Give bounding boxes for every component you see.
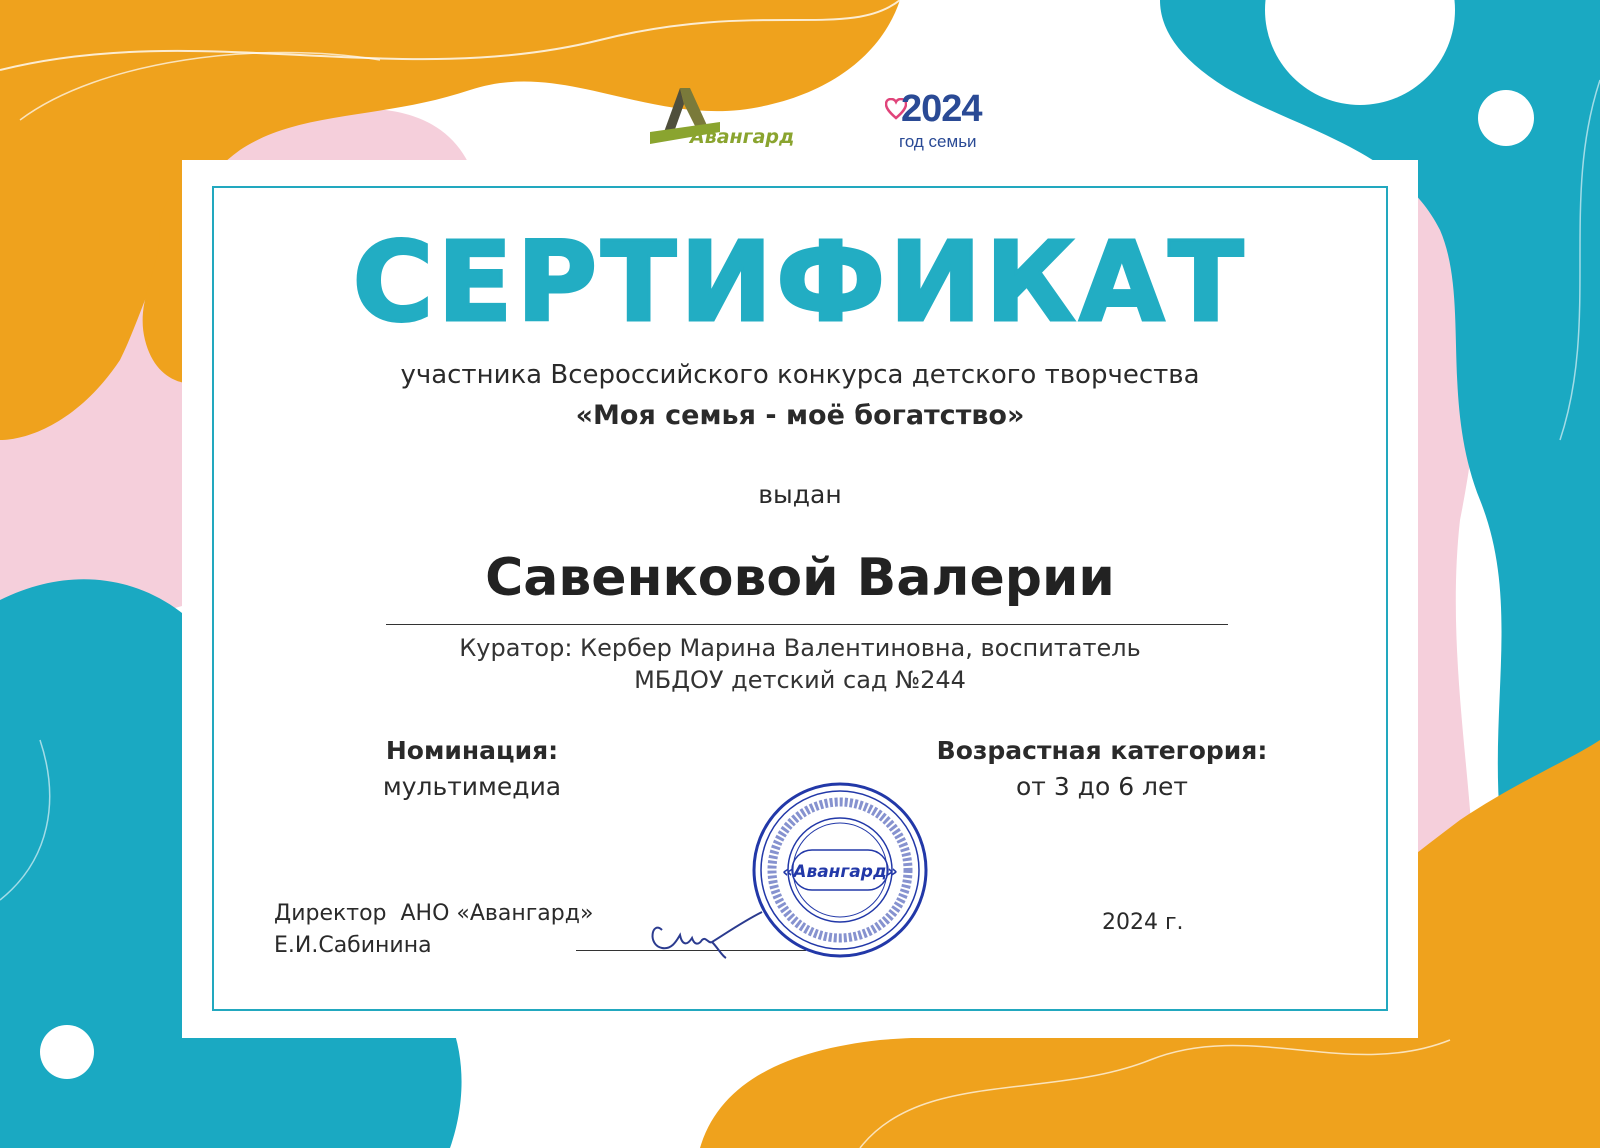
certificate-card — [182, 160, 1418, 1038]
curator-line-1: Куратор: Кербер Марина Валентиновна, воспитатель — [459, 634, 1141, 662]
nomination-label: Номинация: — [385, 736, 559, 765]
recipient-underline — [386, 624, 1228, 625]
logos-row — [0, 80, 1600, 160]
contest-name: «Моя семья - моё богатство» — [575, 400, 1025, 431]
certificate-subtitle: участника Всероссийского конкурса детского творчества — [400, 360, 1200, 390]
certificate-year: 2024 г. — [1102, 910, 1184, 935]
year-of-family-logo — [885, 88, 995, 158]
age-category-label: Возрастная категория: — [936, 736, 1268, 765]
certificate-title: СЕРТИФИКАТ — [352, 218, 1248, 346]
director-title: Директор АНО «Авангард» — [274, 901, 594, 926]
avangard-logo — [650, 82, 800, 152]
director-block — [274, 898, 593, 962]
nomination-value: мультимедиа — [382, 772, 562, 801]
age-category-value: от 3 до 6 лет — [1016, 772, 1188, 801]
director-name: Е.И.Сабинина — [274, 933, 432, 958]
recipient-name: Савенковой Валерии — [485, 548, 1115, 608]
white-dot-bottom-left — [40, 1025, 94, 1079]
year-logo-subtitle: год семьи — [899, 132, 977, 151]
issued-label: выдан — [758, 480, 842, 509]
curator-line-2: МБДОУ детский сад №244 — [634, 666, 966, 694]
curator-info — [182, 632, 1418, 696]
organization-stamp — [750, 780, 930, 960]
stamp-center-text: «Авангард» — [782, 862, 898, 882]
avangard-logo-text: Авангард — [690, 126, 795, 148]
year-logo-number: 2024 — [901, 88, 982, 130]
